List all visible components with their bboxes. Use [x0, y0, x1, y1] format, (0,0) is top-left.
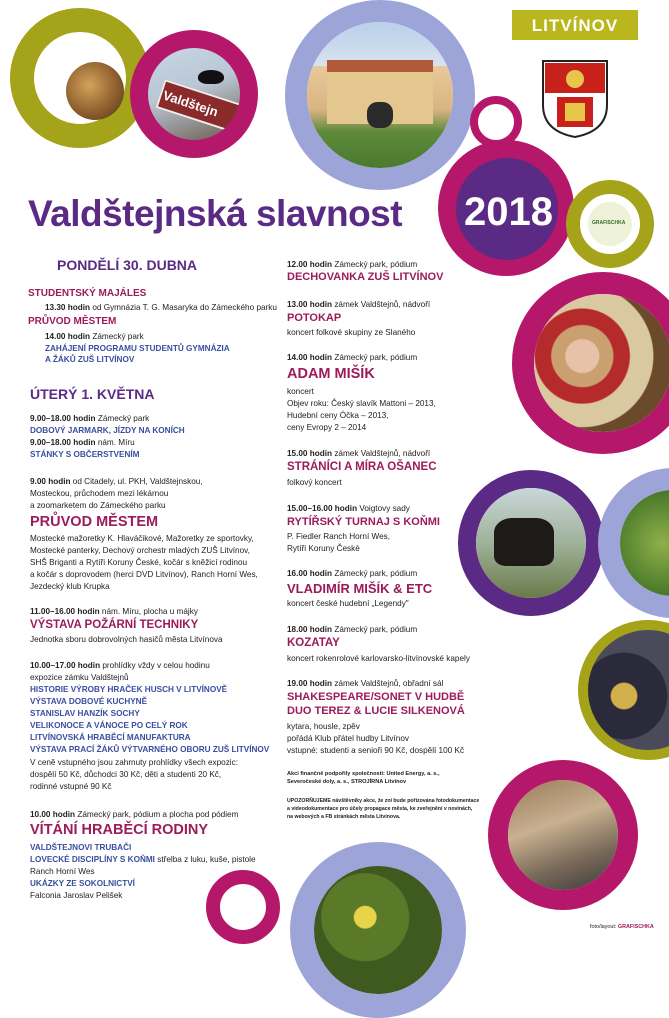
zahajeni-line1: ZAHÁJENÍ PROGRAMU STUDENTŮ GYMNÁZIA — [45, 344, 230, 353]
koz-time: 18.00 hodin Zámecký park, pódium — [287, 625, 418, 634]
expo-item2: VÝSTAVA DOBOVÉ KUCHYNĚ — [30, 697, 148, 706]
fruit-photo — [66, 62, 124, 120]
bird-sign-photo — [148, 48, 240, 140]
expo-price2: dospělí 50 Kč, důchodci 30 Kč, děti a studenti 20 Kč, — [30, 770, 222, 779]
koz-heading: KOZATAY — [287, 637, 340, 649]
city-badge-text: LITVÍNOV — [531, 16, 619, 35]
str-desc: folkový koncert — [287, 478, 342, 487]
flowers-photo — [314, 866, 442, 994]
sh-desc1: kytara, housle, zpěv — [287, 722, 360, 731]
str-heading: STRÁNÍCI A MÍRA OŠANEC — [287, 461, 437, 473]
small-logo-disk — [588, 202, 632, 246]
sh-desc2: pořádá Klub přátel hudby Litvínov — [287, 734, 409, 743]
costume-photo — [534, 294, 669, 432]
trubaci: VALDŠTEJNOVI TRUBAČI — [30, 843, 132, 852]
lovecke-line: LOVECKÉ DISCIPLÍNY S KOŇMI střelba z luku, kuše, pistole — [30, 855, 256, 864]
sokol-heading: UKÁZKY ZE SOKOLNICTVÍ — [30, 879, 135, 888]
expo-item5: LITVÍNOVSKÁ HRABĚCÍ MANUFAKTURA — [30, 733, 191, 742]
vm-heading: VLADIMÍR MIŠÍK & ETC — [287, 581, 433, 596]
dech-time: 12.00 hodin Zámecký park, pódium — [287, 260, 418, 269]
dech-heading: DECHOVANKA ZUŠ LITVÍNOV — [287, 271, 444, 283]
pruvod2-desc3: SHŠ Briganti a Rytíři Koruny České, kočár s kněžicí rodinou — [30, 558, 248, 567]
hasici-heading: VÝSTAVA POŽÁRNÍ TECHNIKY — [30, 619, 199, 631]
poto-time: 13.00 hodin zámek Valdštejnů, nádvoří — [287, 300, 431, 309]
pruvod2-desc2: Mostecké panterky, Dechový orchestr mladých ZUŠ Litvínov, — [30, 546, 250, 555]
city-badge — [512, 10, 638, 40]
sh-desc3: vstupné: studenti a senioři 90 Kč, dospělí 100 Kč — [287, 746, 465, 755]
expo-item1: HISTORIE VÝROBY HRAČEK HUSCH V LITVÍNOVĚ — [30, 685, 228, 694]
jarmark-heading: DOBOVÝ JARMARK, JÍZDY NA KONÍCH — [30, 426, 185, 435]
ryt-desc2: Rytíři Koruny České — [287, 544, 360, 553]
adam-desc4: ceny Evropy 2 – 2014 — [287, 423, 367, 432]
vm-desc: koncert české hudební „Legendy" — [287, 599, 409, 608]
notice-line2: a videodokumentace pro účely propagace města, ke zveřejnění v novinách, — [287, 806, 473, 812]
str-time: 15.00 hodin zámek Valdštejnů, nádvoří — [287, 449, 431, 458]
hasici-desc: Jednotka sboru dobrovolných hasičů města Litvínova — [30, 635, 223, 644]
hasici-time: 11.00–16.00 hodin nám. Míru, plocha u májky — [30, 607, 198, 616]
vitani-heading: VÍTÁNÍ HRABĚCÍ RODINY — [30, 822, 209, 838]
sh-time: 19.00 hodin zámek Valdštejnů, obřadní sál — [287, 679, 444, 688]
stanky-time: 9.00–18.00 hodin nám. Míru — [30, 438, 135, 447]
bird-icon — [198, 70, 224, 84]
poto-desc: koncert folkové skupiny ze Slaného — [287, 328, 416, 337]
ryt-heading: RYTÍŘSKÝ TURNAJ S KOŇMI — [287, 516, 440, 528]
expo-price1: V ceně vstupného jsou zahrnuty prohlídky všech expozic: — [30, 758, 238, 767]
pruvod2-line1: 9.00 hodin od Citadely, ul. PKH, Valdštejnskou, — [30, 477, 203, 486]
magenta-ring-bottom-left — [206, 870, 280, 944]
event-title: Valdštejnská slavnost — [28, 193, 403, 234]
expo-item3: STANISLAV HANZÍK SOCHY — [30, 709, 140, 718]
magenta-ring-mid — [470, 96, 522, 148]
adam-desc1: koncert — [287, 387, 314, 396]
sh-heading1: SHAKESPEARE/SONET V HUDBĚ — [287, 691, 465, 703]
pruvod2-line2: Mosteckou, průchodem mezi lékárnou — [30, 489, 169, 498]
majales-detail: 13.30 hodin od Gymnázia T. G. Masaryka do Zámeckého parku — [45, 303, 277, 312]
sign-text: Valdštejn — [161, 87, 220, 120]
day-tuesday-heading: ÚTERÝ 1. KVĚTNA — [30, 386, 155, 402]
expo-item6: VÝSTAVA PRACÍ ŽÁKŮ VÝTVARNÉHO OBORU ZUŠ LITVÍNOV — [30, 745, 270, 754]
pruvod2-heading: PRŮVOD MĚSTEM — [30, 514, 159, 530]
expo-line1: 10.00–17.00 hodin prohlídky vždy v celou hodinu — [30, 661, 210, 670]
adam-heading: ADAM MIŠÍK — [287, 366, 375, 382]
adam-time: 14.00 hodin Zámecký park, pódium — [287, 353, 418, 362]
horses-photo — [476, 488, 586, 598]
pruvod2-line3: a zoomarketem do Zámeckého parku — [30, 501, 166, 510]
ryt-desc1: P. Fiedler Ranch Horní Wes, — [287, 532, 390, 541]
expo-price3: rodinné vstupné 90 Kč — [30, 782, 112, 791]
coat-of-arms-icon — [539, 57, 611, 139]
expo-line2: expozice zámku Valdštejnů — [30, 673, 129, 682]
zahajeni-line2: A ŽÁKŮ ZUŠ LITVÍNOV — [45, 355, 135, 364]
pruvod2-desc1: Mostecké mažoretky K. Hlaváčikové, Mažoretky ze sportovky, — [30, 534, 254, 543]
falconia-line: Falconia Jaroslav Pelišek — [30, 891, 123, 900]
adam-desc3: Hudební ceny Óčka – 2013, — [287, 411, 389, 420]
event-year: 2018 — [464, 190, 553, 234]
adam-desc2: Objev roku: Český slavík Mattoni – 2013, — [287, 399, 436, 408]
jarmark-time: 9.00–18.00 hodin Zámecký park — [30, 414, 150, 423]
zahajeni-detail: 14.00 hodin Zámecký park — [45, 332, 144, 341]
pruvod2-desc5: Jezdecký klub Krupka — [30, 582, 110, 591]
sponsors-line1: Akci finančně podpořily společnosti: United Energy, a. s., — [287, 771, 440, 777]
vm-time: 16.00 hodin Zámecký park, pódium — [287, 569, 418, 578]
grafischka-logo-text: GRAFISCHKA — [592, 220, 626, 226]
market-photo — [508, 780, 618, 890]
ranch-line: Ranch Horní Wes — [30, 867, 95, 876]
koz-desc: koncert rokenrolové karlovarsko-litvínovské kapely — [287, 654, 470, 663]
notice-line3: na webových a FB stránkách města Litvínova. — [287, 814, 401, 820]
majales-heading: STUDENTSKÝ MAJÁLES — [28, 288, 147, 299]
sponsors-line2: Severočeské doly, a. s., STROJÍRNA Litvínov — [287, 779, 407, 785]
notice-line1: UPOZORŇUJEME návštěvníky akce, že zní bude pořizována fotodokumentace — [287, 798, 480, 804]
pruvod1-heading: PRŮVOD MĚSTEM — [28, 316, 117, 327]
vitani-time: 10.00 hodin Zámecký park, pódium a plocha pod pódiem — [30, 810, 239, 819]
photo-credit: foto/layout: GRAFISCHKA — [590, 924, 654, 930]
expo-item4: VELIKONOCE A VÁNOCE PO CELÝ ROK — [30, 721, 188, 730]
ryt-time: 15.00–16.00 hodin Voigtovy sady — [287, 504, 410, 513]
poto-heading: POTOKAP — [287, 312, 342, 324]
pruvod2-desc4: a kočár s doprovodem (herci DVD Litvínov), Ranch Horní Wes, — [30, 570, 258, 579]
castle-photo — [307, 22, 453, 168]
sh-heading2: DUO TEREZ & LUCIE SILKENOVÁ — [287, 705, 465, 717]
stanky-heading: STÁNKY S OBČERSTVENÍM — [30, 450, 140, 459]
day-monday-heading: PONDĚLÍ 30. DUBNA — [57, 257, 198, 273]
